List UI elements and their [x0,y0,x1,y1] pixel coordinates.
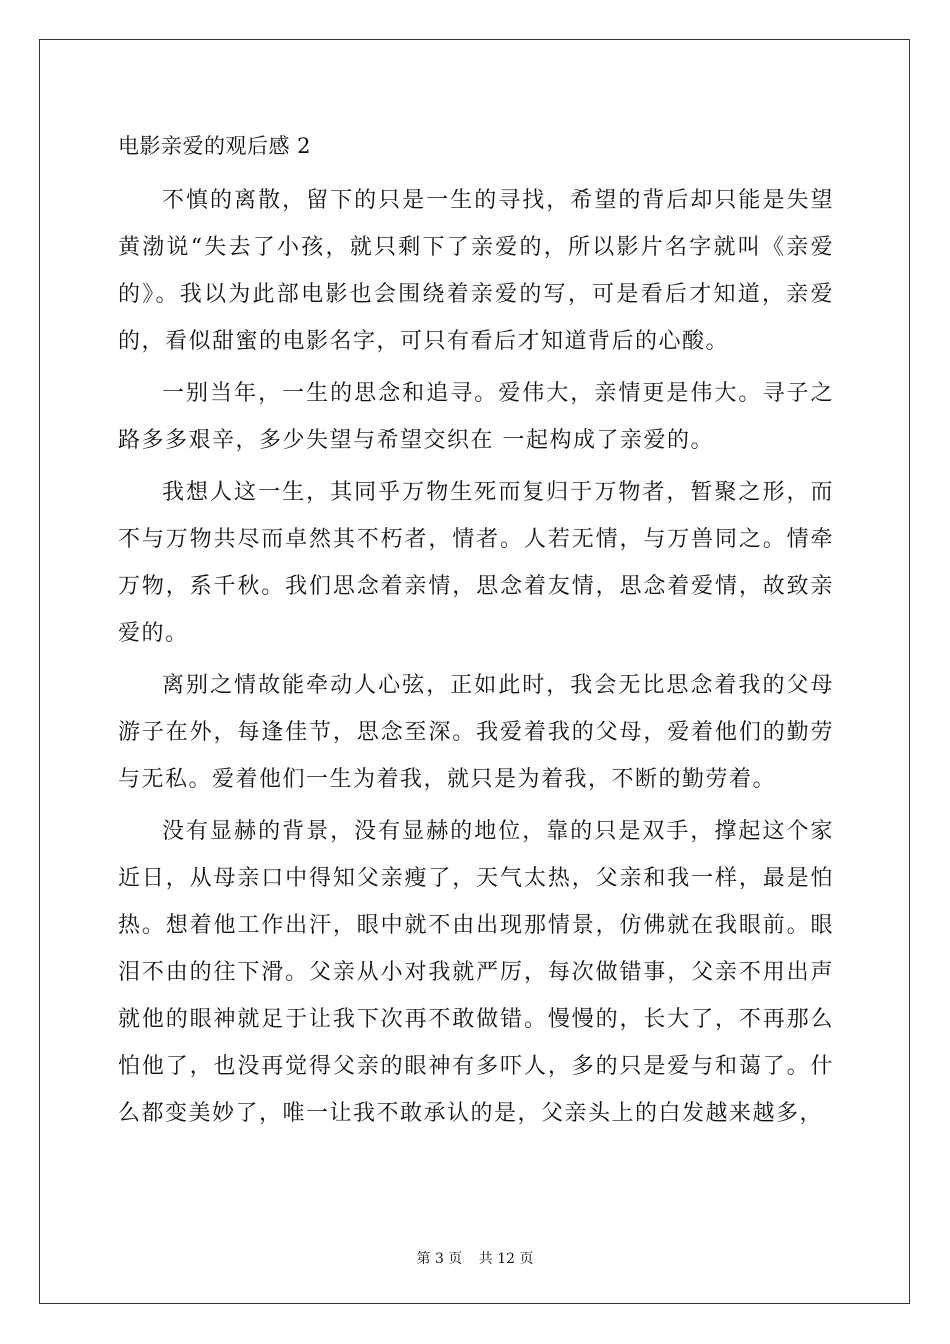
paragraph: 离别之情故能牵动人心弦，正如此时，我会无比思念着我的父母游子在外，每逢佳节，思念至深。我爱着我的父母，爱着他们的勤劳与无私。爱着他们一生为着我，就只是为着我，不断的勤劳着。 [118,673,834,792]
page-number: 第 3 页 [416,1251,463,1267]
paragraph: 我想人这一生，其同乎万物生死而复归于万物者，暂聚之形，而不与万物共尽而卓然其不朽者，情者。人若无情，与万兽同之。情牵万物，系千秋。我们思念着亲情，思念着友情，思念着爱情，故致亲爱的。 [118,480,834,646]
document-title: 电影亲爱的观后感 2 [118,134,312,158]
page-footer [0,1250,950,1268]
document-body [118,130,834,1142]
page-total: 共 12 页 [478,1251,534,1267]
paragraph: 不慎的离散，留下的只是一生的寻找，希望的背后却只能是失望黄渤说“失去了小孩，就只剩下了亲爱的，所以影片名字就叫《亲爱的》。我以为此部电影也会围绕着亲爱的写，可是看后才知道，亲爱的，看似甜蜜的电影名字，可只有看后才知道背后的心酸。 [118,188,834,354]
paragraph: 一别当年，一生的思念和追寻。爱伟大，亲情更是伟大。寻子之路多多艰辛，多少失望与希望交织在 一起构成了亲爱的。 [118,381,834,453]
paragraph: 没有显赫的背景，没有显赫的地位，靠的只是双手，撑起这个家近日，从母亲口中得知父亲瘦了，天气太热，父亲和我一样，最是怕热。想着他工作出汗，眼中就不由出现那情景，仿佛就在我眼前。眼泪不由的往下滑。父亲从小对我就严厉，每次做错事，父亲不用出声就他的眼神就足于让我下次再不敢做错。慢慢的，长大了，不再那么怕他了，也没再觉得父亲的眼神有多吓人，多的只是爱与和蔼了。什么都变美妙了，唯一让我不敢承认的是，父亲头上的白发越来越多， [118,819,834,1126]
